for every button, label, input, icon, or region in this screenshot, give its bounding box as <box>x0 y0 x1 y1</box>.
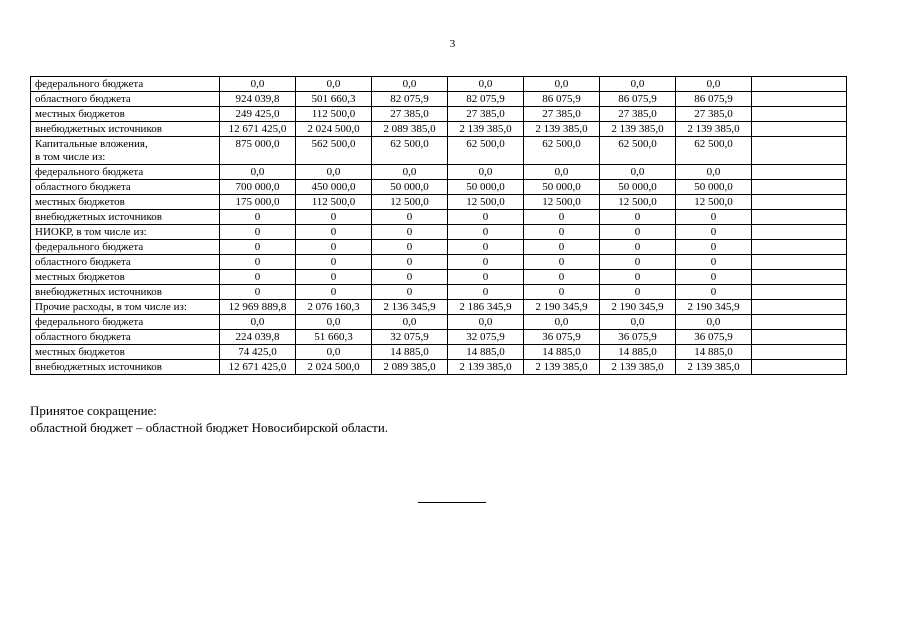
table-row <box>31 122 847 137</box>
empty-cell <box>752 360 847 375</box>
value-cell: 0 <box>448 285 524 300</box>
value-cell: 0 <box>448 255 524 270</box>
row-label <box>31 330 220 345</box>
value-cell: 14 885,0 <box>372 345 448 360</box>
value-cell: 12 671 425,0 <box>220 360 296 375</box>
value-cell: 0,0 <box>676 165 752 180</box>
end-of-document-rule <box>418 502 486 503</box>
empty-cell <box>752 180 847 195</box>
row-label <box>31 270 220 285</box>
value-cell: 0 <box>448 240 524 255</box>
row-label <box>31 255 220 270</box>
row-label-text: местных бюджетов <box>35 108 125 120</box>
value-cell: 62 500,0 <box>372 137 448 165</box>
value-cell: 2 139 385,0 <box>676 360 752 375</box>
table-row <box>31 330 847 345</box>
table-row <box>31 77 847 92</box>
empty-cell <box>752 270 847 285</box>
value-cell: 0 <box>296 270 372 285</box>
value-cell: 0 <box>220 240 296 255</box>
row-label-text: Капитальные вложения, <box>35 138 148 150</box>
value-cell: 0,0 <box>296 77 372 92</box>
row-label-text: НИОКР, в том числе из: <box>35 226 147 238</box>
table-row <box>31 195 847 210</box>
row-label-text: федерального бюджета <box>35 166 144 178</box>
value-cell: 0,0 <box>676 315 752 330</box>
row-label <box>31 315 220 330</box>
value-cell: 12 500,0 <box>676 195 752 210</box>
row-label-text: местных бюджетов <box>35 346 125 358</box>
row-label-text: внебюджетных источников <box>35 123 162 135</box>
value-cell: 2 089 385,0 <box>372 122 448 137</box>
value-cell: 27 385,0 <box>524 107 600 122</box>
budget-table <box>30 76 847 375</box>
value-cell: 2 139 385,0 <box>600 360 676 375</box>
empty-cell <box>752 285 847 300</box>
value-cell: 0 <box>220 285 296 300</box>
table-row <box>31 165 847 180</box>
value-cell: 450 000,0 <box>296 180 372 195</box>
value-cell: 0 <box>524 270 600 285</box>
value-cell: 0,0 <box>296 165 372 180</box>
value-cell: 2 139 385,0 <box>448 122 524 137</box>
value-cell: 0 <box>600 270 676 285</box>
value-cell: 2 190 345,9 <box>600 300 676 315</box>
row-label <box>31 180 220 195</box>
value-cell: 27 385,0 <box>448 107 524 122</box>
value-cell: 32 075,9 <box>448 330 524 345</box>
empty-cell <box>752 92 847 107</box>
value-cell: 50 000,0 <box>600 180 676 195</box>
table-row <box>31 225 847 240</box>
value-cell: 0 <box>372 255 448 270</box>
value-cell: 0 <box>296 285 372 300</box>
value-cell: 86 075,9 <box>524 92 600 107</box>
value-cell: 501 660,3 <box>296 92 372 107</box>
table-row <box>31 300 847 315</box>
abbreviation-note <box>30 402 388 436</box>
value-cell: 0 <box>220 255 296 270</box>
value-cell: 0 <box>372 285 448 300</box>
value-cell: 82 075,9 <box>448 92 524 107</box>
row-label-text: внебюджетных источников <box>35 211 162 223</box>
value-cell: 0 <box>676 255 752 270</box>
value-cell: 0 <box>676 240 752 255</box>
row-label-text: местных бюджетов <box>35 196 125 208</box>
empty-cell <box>752 330 847 345</box>
table-row <box>31 285 847 300</box>
value-cell: 0,0 <box>524 165 600 180</box>
value-cell: 27 385,0 <box>676 107 752 122</box>
empty-cell <box>752 122 847 137</box>
row-label <box>31 77 220 92</box>
value-cell: 0 <box>372 225 448 240</box>
empty-cell <box>752 300 847 315</box>
value-cell: 0 <box>676 225 752 240</box>
value-cell: 62 500,0 <box>524 137 600 165</box>
value-cell: 12 500,0 <box>600 195 676 210</box>
row-label-text-continued: в том числе из: <box>35 151 106 163</box>
value-cell: 74 425,0 <box>220 345 296 360</box>
value-cell: 86 075,9 <box>676 92 752 107</box>
row-label <box>31 285 220 300</box>
value-cell: 0 <box>372 210 448 225</box>
value-cell: 0 <box>600 210 676 225</box>
value-cell: 0 <box>600 285 676 300</box>
value-cell: 0,0 <box>220 77 296 92</box>
value-cell: 0 <box>676 210 752 225</box>
value-cell: 62 500,0 <box>448 137 524 165</box>
value-cell: 2 136 345,9 <box>372 300 448 315</box>
value-cell: 50 000,0 <box>372 180 448 195</box>
value-cell: 36 075,9 <box>600 330 676 345</box>
value-cell: 50 000,0 <box>676 180 752 195</box>
value-cell: 249 425,0 <box>220 107 296 122</box>
empty-cell <box>752 345 847 360</box>
value-cell: 2 076 160,3 <box>296 300 372 315</box>
row-label-text: федерального бюджета <box>35 78 144 90</box>
empty-cell <box>752 195 847 210</box>
value-cell: 2 024 500,0 <box>296 360 372 375</box>
value-cell: 2 089 385,0 <box>372 360 448 375</box>
budget-table-body <box>31 77 847 375</box>
value-cell: 0 <box>524 225 600 240</box>
value-cell: 0,0 <box>524 315 600 330</box>
page-number: 3 <box>449 38 456 50</box>
value-cell: 0,0 <box>448 77 524 92</box>
row-label-text: Прочие расходы, в том числе из: <box>35 301 187 313</box>
value-cell: 0 <box>524 255 600 270</box>
value-cell: 2 139 385,0 <box>676 122 752 137</box>
value-cell: 82 075,9 <box>372 92 448 107</box>
row-label-text: внебюджетных источников <box>35 286 162 298</box>
table-row <box>31 360 847 375</box>
value-cell: 0 <box>676 285 752 300</box>
value-cell: 0,0 <box>372 315 448 330</box>
value-cell: 924 039,8 <box>220 92 296 107</box>
value-cell: 36 075,9 <box>524 330 600 345</box>
value-cell: 27 385,0 <box>600 107 676 122</box>
row-label <box>31 240 220 255</box>
value-cell: 2 139 385,0 <box>524 122 600 137</box>
empty-cell <box>752 315 847 330</box>
table-row <box>31 137 847 165</box>
table-row <box>31 92 847 107</box>
value-cell: 0 <box>220 210 296 225</box>
row-label <box>31 210 220 225</box>
value-cell: 0,0 <box>296 315 372 330</box>
row-label <box>31 195 220 210</box>
note-heading: Принятое сокращение: <box>30 403 157 418</box>
row-label <box>31 122 220 137</box>
value-cell: 0,0 <box>524 77 600 92</box>
row-label-text: областного бюджета <box>35 93 131 105</box>
value-cell: 14 885,0 <box>676 345 752 360</box>
value-cell: 0 <box>524 285 600 300</box>
value-cell: 224 039,8 <box>220 330 296 345</box>
value-cell: 0,0 <box>600 165 676 180</box>
value-cell: 0 <box>296 210 372 225</box>
value-cell: 0,0 <box>372 165 448 180</box>
empty-cell <box>752 255 847 270</box>
value-cell: 112 500,0 <box>296 195 372 210</box>
value-cell: 112 500,0 <box>296 107 372 122</box>
value-cell: 62 500,0 <box>676 137 752 165</box>
value-cell: 2 139 385,0 <box>600 122 676 137</box>
row-label <box>31 92 220 107</box>
value-cell: 0 <box>296 225 372 240</box>
value-cell: 2 186 345,9 <box>448 300 524 315</box>
table-row <box>31 180 847 195</box>
value-cell: 2 139 385,0 <box>448 360 524 375</box>
value-cell: 0 <box>220 270 296 285</box>
value-cell: 0 <box>448 270 524 285</box>
value-cell: 175 000,0 <box>220 195 296 210</box>
value-cell: 2 024 500,0 <box>296 122 372 137</box>
table-row <box>31 210 847 225</box>
value-cell: 700 000,0 <box>220 180 296 195</box>
value-cell: 2 190 345,9 <box>676 300 752 315</box>
row-label-text: федерального бюджета <box>35 316 144 328</box>
value-cell: 0,0 <box>220 165 296 180</box>
empty-cell <box>752 225 847 240</box>
table-row <box>31 240 847 255</box>
value-cell: 0,0 <box>448 165 524 180</box>
row-label <box>31 345 220 360</box>
table-row <box>31 315 847 330</box>
value-cell: 51 660,3 <box>296 330 372 345</box>
value-cell: 12 500,0 <box>448 195 524 210</box>
value-cell: 0,0 <box>372 77 448 92</box>
value-cell: 0 <box>448 210 524 225</box>
table-row <box>31 107 847 122</box>
value-cell: 12 500,0 <box>372 195 448 210</box>
value-cell: 0 <box>448 225 524 240</box>
empty-cell <box>752 210 847 225</box>
value-cell: 0,0 <box>296 345 372 360</box>
value-cell: 0 <box>296 240 372 255</box>
row-label-text: федерального бюджета <box>35 241 144 253</box>
empty-cell <box>752 240 847 255</box>
value-cell: 0,0 <box>220 315 296 330</box>
value-cell: 27 385,0 <box>372 107 448 122</box>
value-cell: 0,0 <box>448 315 524 330</box>
row-label-text: внебюджетных источников <box>35 361 162 373</box>
row-label-text: областного бюджета <box>35 256 131 268</box>
value-cell: 0 <box>372 270 448 285</box>
value-cell: 0 <box>220 225 296 240</box>
row-label-text: областного бюджета <box>35 181 131 193</box>
value-cell: 12 671 425,0 <box>220 122 296 137</box>
row-label-text: местных бюджетов <box>35 271 125 283</box>
value-cell: 2 139 385,0 <box>524 360 600 375</box>
empty-cell <box>752 77 847 92</box>
row-label <box>31 165 220 180</box>
table-row <box>31 270 847 285</box>
value-cell: 62 500,0 <box>600 137 676 165</box>
value-cell: 86 075,9 <box>600 92 676 107</box>
value-cell: 0 <box>600 225 676 240</box>
value-cell: 0,0 <box>676 77 752 92</box>
value-cell: 0 <box>372 240 448 255</box>
value-cell: 36 075,9 <box>676 330 752 345</box>
value-cell: 562 500,0 <box>296 137 372 165</box>
row-label <box>31 107 220 122</box>
value-cell: 14 885,0 <box>600 345 676 360</box>
value-cell: 14 885,0 <box>448 345 524 360</box>
value-cell: 0 <box>524 210 600 225</box>
row-label <box>31 225 220 240</box>
row-label <box>31 360 220 375</box>
value-cell: 12 500,0 <box>524 195 600 210</box>
value-cell: 2 190 345,9 <box>524 300 600 315</box>
value-cell: 50 000,0 <box>448 180 524 195</box>
row-label <box>31 137 220 165</box>
value-cell: 12 969 889,8 <box>220 300 296 315</box>
row-label-text: областного бюджета <box>35 331 131 343</box>
empty-cell <box>752 165 847 180</box>
table-row <box>31 255 847 270</box>
value-cell: 0 <box>600 255 676 270</box>
value-cell: 0,0 <box>600 315 676 330</box>
value-cell: 0 <box>600 240 676 255</box>
row-label <box>31 300 220 315</box>
note-text: областной бюджет – областной бюджет Новосибирской области. <box>30 420 389 435</box>
value-cell: 14 885,0 <box>524 345 600 360</box>
value-cell: 0 <box>524 240 600 255</box>
empty-cell <box>752 137 847 165</box>
value-cell: 0,0 <box>600 77 676 92</box>
value-cell: 0 <box>296 255 372 270</box>
value-cell: 32 075,9 <box>372 330 448 345</box>
empty-cell <box>752 107 847 122</box>
table-row <box>31 345 847 360</box>
value-cell: 0 <box>676 270 752 285</box>
value-cell: 875 000,0 <box>220 137 296 165</box>
value-cell: 50 000,0 <box>524 180 600 195</box>
